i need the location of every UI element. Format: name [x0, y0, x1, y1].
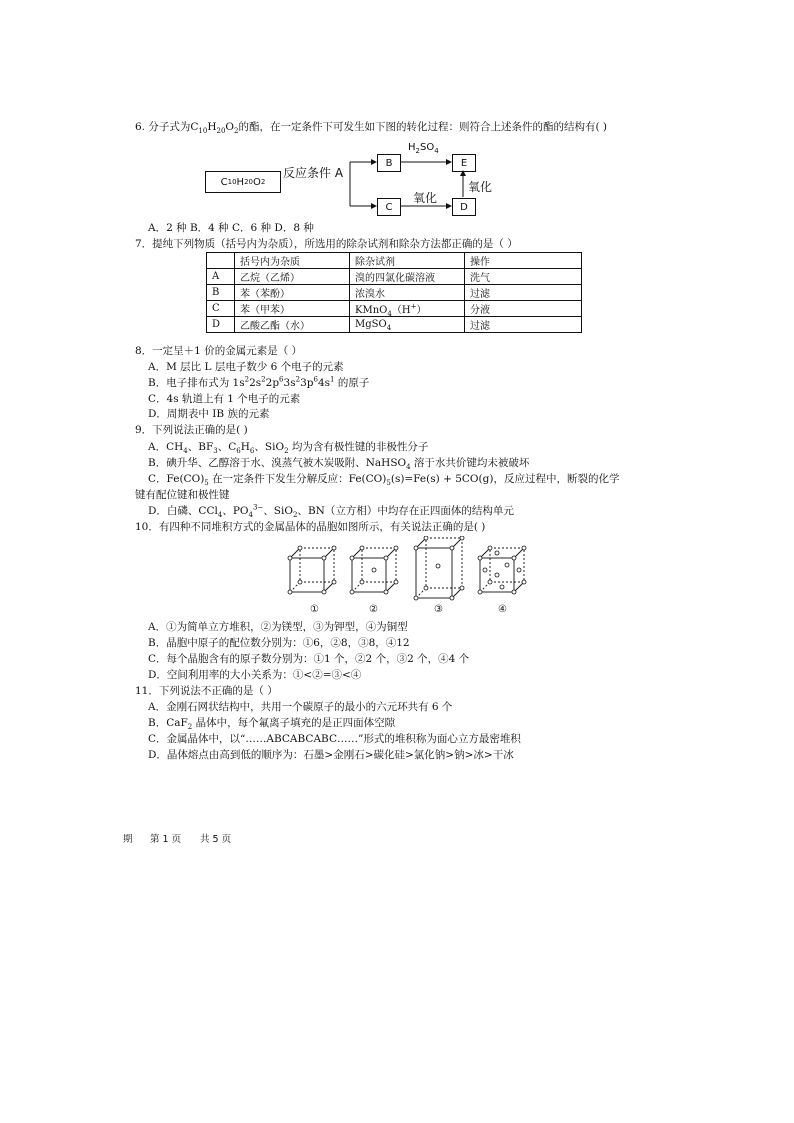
q10-option-b: B．晶胞中原子的配位数分别为：①6，②8，③8，④12 [148, 637, 410, 649]
q10-option-d: D．空间利用率的大小关系为：①<②=③<④ [148, 669, 362, 681]
cube-label-1: ① [310, 604, 319, 615]
q8-option-d: D．周期表中 IB 族的元素 [148, 408, 270, 420]
q10-stem: 10．有四种不同堆积方式的金属晶体的晶胞如图所示，有关说法正确的是( ) [135, 521, 486, 533]
q6-options: A．2 种 B．4 种 C．6 种 D．8 种 [148, 222, 314, 234]
q8-option-c: C．4s 轨道上有 1 个电子的元素 [148, 393, 301, 405]
q9-option-d: D．白磷、CCl$_4$、$PO_4^{3-}$、SiO$_2$、BN（立方相）中均存在正四面体的结构单元 [148, 503, 514, 520]
q10-option-a: A．①为简单立方堆积，②为镁型，③为钾型，④为铜型 [148, 621, 408, 633]
footer-period: 期 [123, 834, 133, 845]
reaction-arrows [0, 0, 794, 260]
q9-option-c-line2: 键有配位键和极性键 [135, 489, 230, 501]
q11-option-c: C．金属晶体中，以“……ABCABCABC……”形式的堆积称为面心立方最密堆积 [148, 733, 521, 745]
q9-option-a: A．$CH_4$、$BF_3$、$C_6H_6$、SiO$_2$ 均为含有极性键的非极性分子 [148, 441, 429, 456]
table-row: B 苯（苯酚） 浓溴水 过滤 [207, 285, 582, 301]
box-b: B [377, 154, 401, 172]
q9-stem: 9．下列说法正确的是( ) [135, 424, 248, 436]
q6-stem: 6. 分子式为$C_{10}H_{20}O_2$的酯，在一定条件下可发生如下图的转化过程：则符合上述条件的酯的结构有( ) [135, 121, 608, 136]
oxidation-label-vertical: 氧化 [468, 180, 493, 194]
footer-page-number: 第 1 页 [150, 834, 182, 845]
reagent-mgso4: MgSO$_4$ [350, 317, 465, 333]
cube-label-4: ④ [498, 604, 507, 615]
q7-stem: 7．提纯下列物质（括号内为杂质），所选用的除杂试剂和除杂方法都正确的是（ ） [135, 238, 518, 250]
cube-label-2: ② [369, 604, 378, 615]
reagent-kmno4: KMnO$_4$（H+） [350, 301, 465, 317]
table-row: A 乙烷（乙烯） 溴的四氯化碳溶液 洗气 [207, 269, 582, 285]
table-header-row: 括号内为杂质 除杂试剂 操作 [207, 253, 582, 269]
oxidation-label-horizontal: 氧化 [413, 191, 438, 205]
q8-stem: 8．一定呈＋1 价的金属元素是（ ） [135, 345, 303, 357]
table-row: D 乙酸乙酯（水） MgSO$_4$ 过滤 [207, 317, 582, 333]
q11-option-d: D．晶体熔点由高到低的顺序为：石墨>金刚石>碳化硅>氯化钠>钠>冰>干冰 [148, 749, 514, 761]
box-e: E [452, 154, 476, 172]
table-row: C 苯（甲苯） KMnO$_4$（H+） 分液 [207, 301, 582, 317]
q8-option-b: B．电子排布式为 $1s^22s^22p^63s^23p^64s^1$ 的原子 [148, 375, 370, 389]
box-d: D [452, 198, 476, 216]
box-c: C [377, 198, 401, 216]
start-box: C 10 H 20 O 2 [205, 171, 281, 193]
q10-option-c: C．每个晶胞含有的原子数分别为：①1 个，②2 个，③2 个，④4 个 [148, 653, 470, 665]
q11-stem: 11．下列说法不正确的是（ ） [135, 685, 278, 697]
q9-option-b: B．碘升华、乙醇溶于水、溴蒸气被木炭吸附、NaHSO$_4$ 溶于水共价键均未被破坏 [148, 457, 530, 472]
unit-cell-figures [280, 536, 540, 606]
q11-option-a: A．金刚石网状结构中，共用一个碳原子的最小的六元环共有 6 个 [148, 701, 453, 713]
reagent-h2so4: $H_2SO_4$ [408, 142, 439, 155]
q9-option-c-line1: C．$Fe(CO)_5$ 在一定条件下发生分解反应：$Fe(CO)_5(s)=Fe(s) + 5CO(g)$，反应过程中，断裂的化学 [148, 473, 620, 488]
q11-option-b: B．CaF$_2$ 晶体中，每个氟离子填充的是正四面体空隙 [148, 717, 396, 732]
cube-label-3: ③ [434, 604, 443, 615]
purification-table [206, 252, 582, 333]
reaction-condition-label: 反应条件 A [283, 166, 344, 180]
footer-total-pages: 共 5 页 [200, 834, 232, 845]
q8-option-a: A．M 层比 L 层电子数少 6 个电子的元素 [148, 361, 344, 373]
